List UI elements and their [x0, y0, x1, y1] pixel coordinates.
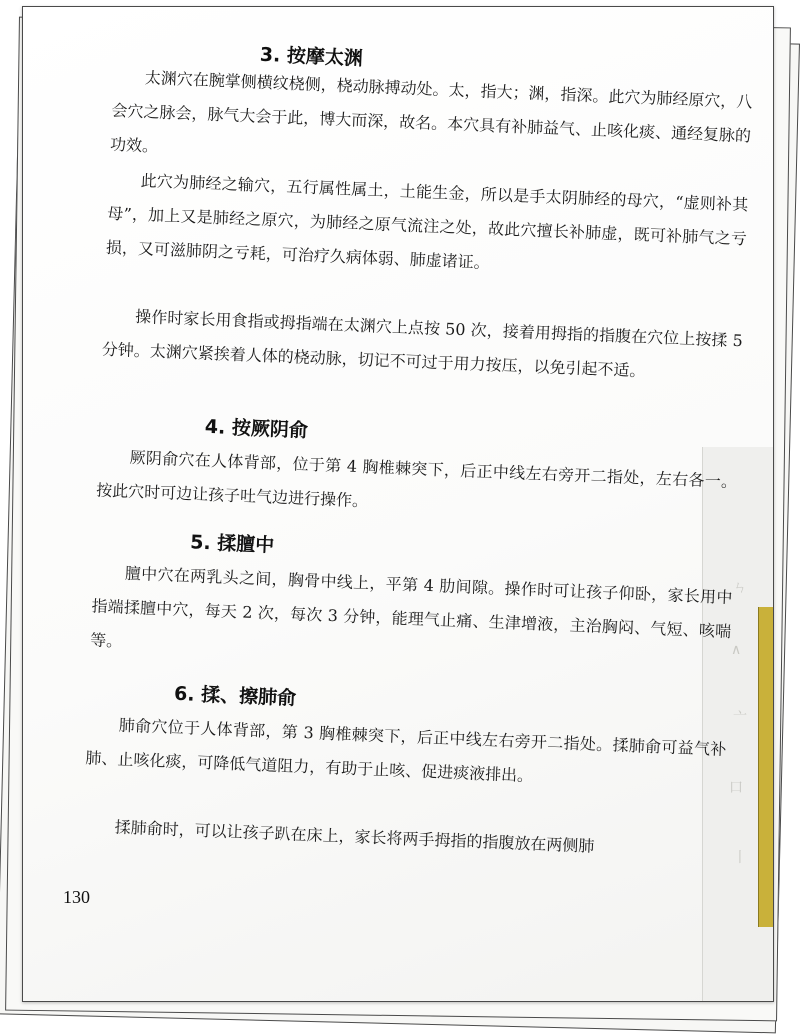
bleed-through-glyph: 亠 — [733, 710, 747, 726]
bleed-through-glyph: 口 — [729, 780, 743, 796]
book-page — [22, 6, 774, 1002]
section-heading: 3. 按摩太渊 — [259, 43, 364, 70]
paragraph: 太渊穴在腕掌侧横纹桡侧，桡动脉搏动处。太，指大；渊，指深。此穴为肺经原穴，八会穴之脉会，脉气大会于此，博大而深，故名。本穴具有补肺益气、止咳化痰、通经复脉的功效。 — [109, 68, 753, 156]
paragraph: 膻中穴在两乳头之间，胸骨中线上，平第 4 肋间隙。操作时可让孩子仰卧，家长用中指端揉膻中穴，每天 2 次，每次 3 分钟，能理气止痛、生津增液，主治胸闷、气短、咳喘等。 — [89, 563, 733, 651]
paragraph: 此穴为肺经之输穴，五行属性属土，土能生金，所以是手太阴肺经的母穴，“虚则补其母”，加上又是肺经之原穴，为肺经之原气流注之处，故此穴擅长补肺虚，既可补肺气之亏损，又可滋肺阴之亏耗，可治疗久病体弱、肺虚诸证。 — [105, 171, 749, 273]
paragraph: 揉肺俞时，可以让孩子趴在床上，家长将两手拇指的指腹放在两侧肺 — [114, 817, 595, 856]
bleed-through-glyph: 丨 — [733, 850, 747, 866]
page-content — [22, 6, 774, 1002]
paragraph: 操作时家长用食指或拇指端在太渊穴上点按 50 次，接着用拇指的指腹在穴位上按揉 5 分钟。太渊穴紧挨着人体的桡动脉，切记不可过于用力按压，以免引起不适。 — [101, 306, 744, 381]
bleed-through-glyph: ㄣ — [733, 580, 747, 596]
page-number: 130 — [63, 887, 90, 907]
paragraph: 肺俞穴位于人体背部，第 3 胸椎棘突下，后正中线左右旁开二指处。揉肺俞可益气补肺、止咳化痰，可降低气道阻力，有助于止咳、促进痰液排出。 — [85, 715, 727, 786]
section-heading: 4. 按厥阴俞 — [204, 415, 309, 442]
section-heading: 6. 揉、擦肺俞 — [173, 682, 297, 710]
paragraph: 厥阴俞穴在人体背部，位于第 4 胸椎棘突下，后正中线左右旁开二指处，左右各一。按此穴时可边让孩子吐气边进行操作。 — [95, 447, 738, 511]
section-heading: 5. 揉膻中 — [189, 531, 275, 557]
bleed-through-glyph: ∧ — [731, 642, 742, 658]
